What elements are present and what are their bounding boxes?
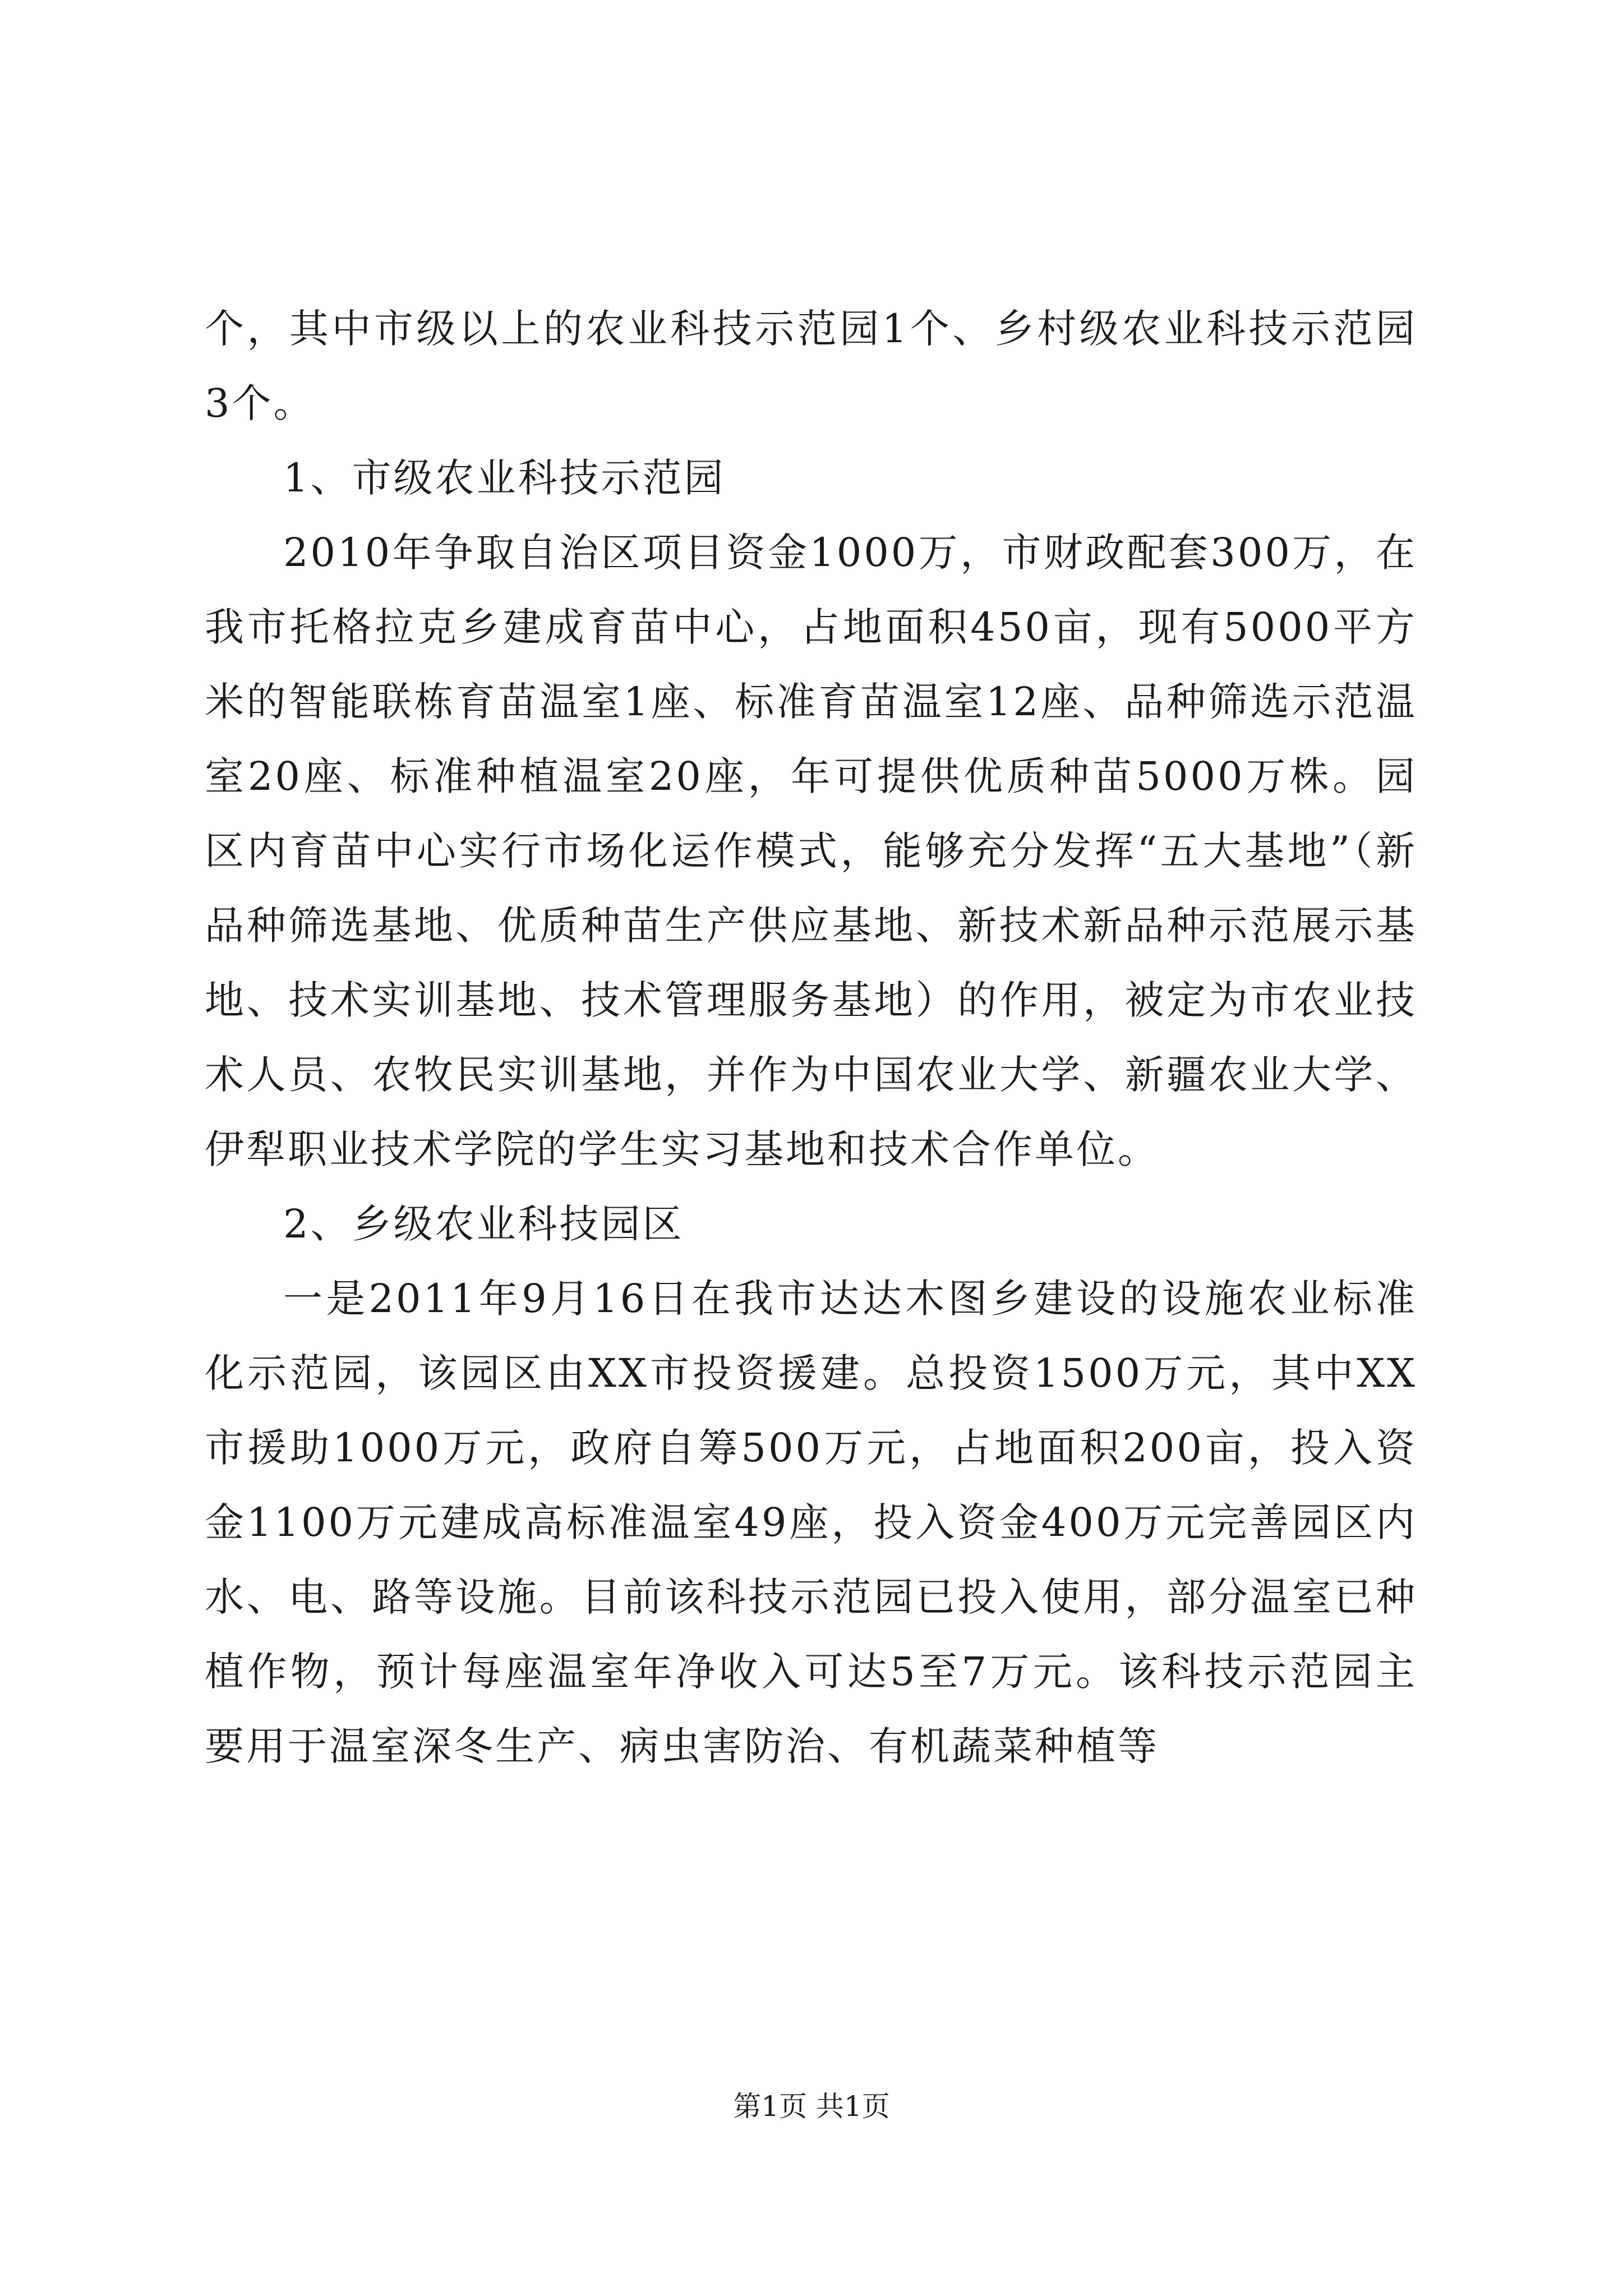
section-heading-township-park: 2、乡级农业科技园区 (283, 1201, 684, 1247)
paragraph-city-demo-park: 2010年争取自治区项目资金1000万，市财政配套300万，在我市托格拉克乡建成育苗中心，占地面积450亩，现有5000平方米的智能联栋育苗温室1座、标准育苗温室12座、品种筛选示范温室20座、标准种植温室20座，年可提供优质种苗5000万株。园区内育苗中心实行市场化运作模式，能够充分发挥“五大基地”（新品种筛选基地、优质种苗生产供应基地、新技术新品种示范展示基地、技术实训基地、技术管理服务基地）的作用，被定为市农业技术人员、农牧民实训基地，并作为中国农业大学、新疆农业大学、伊犁职业技术学院的学生实习基地和技术合作单位。 (205, 530, 1417, 1172)
document-body (205, 292, 1417, 1784)
paragraph-continuation: 个，其中市级以上的农业科技示范园1个、乡村级农业科技示范园3个。 (205, 306, 1417, 426)
paragraph-township-park: 一是2011年9月16日在我市达达木图乡建设的设施农业标准化示范园，该园区由XX市投资援建。总投资1500万元，其中XX市援助1000万元，政府自筹500万元，占地面积200亩，投入资金1100万元建成高标准温室49座，投入资金400万元完善园区内水、电、路等设施。目前该科技示范园已投入使用，部分温室已种植作物，预计每座温室年净收入可达5至7万元。该科技示范园主要用于温室深冬生产、病虫害防治、有机蔬菜种植等 (205, 1276, 1417, 1769)
section-heading-city-demo-park: 1、市级农业科技示范园 (283, 455, 726, 501)
page-number-footer: 第1页 共1页 (733, 2090, 890, 2123)
